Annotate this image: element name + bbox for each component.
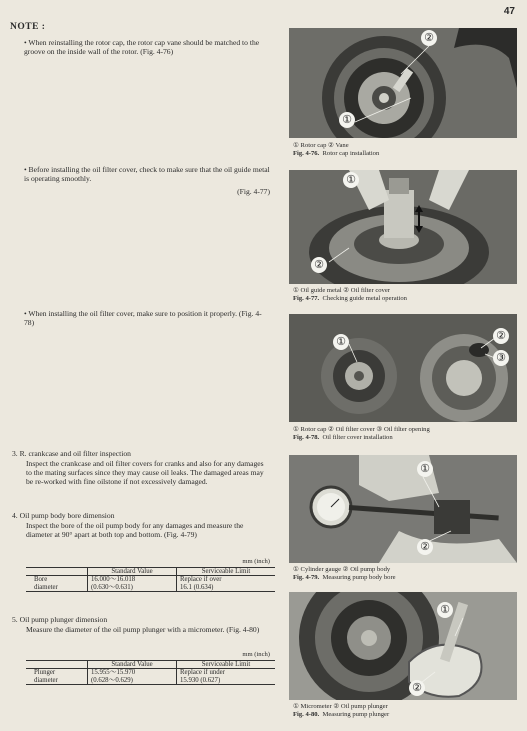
callout-2: ② — [421, 30, 437, 46]
standard-value-line: (0.628～0.629) — [91, 676, 133, 684]
table-header-cell: Standard Value — [88, 568, 177, 576]
figure-number: Fig. 4-79. — [293, 574, 320, 582]
section-3-body: Inspect the crankcase and oil filter covers for cranks and also for any damages to the mating surfaces since they may cause oil leaks. The damaged areas may be re-worked with fine oilstone if not excessively damaged. — [26, 459, 264, 486]
callout-1: ① — [437, 602, 453, 618]
figure-legend: ① Oil guide metal ② Oil filter cover — [293, 287, 390, 294]
figure-4-78-caption — [293, 426, 525, 442]
page-number: 47 — [503, 6, 515, 17]
figure-number: Fig. 4-77. — [293, 295, 320, 303]
note-title: NOTE : — [10, 22, 46, 32]
note-item-1: • When reinstalling the rotor cap, the rotor cap vane should be matched to the groove on the inside wall of the rotor. (Fig. 4-76) — [24, 38, 260, 56]
note-item-2-ref: (Fig. 4-77) — [237, 187, 270, 196]
table-row — [26, 669, 275, 685]
figure-title: Measuring pump plunger — [322, 711, 390, 719]
figure-4-78-photo — [289, 314, 517, 422]
note-item-2: • Before installing the oil filter cover, check to make sure that the oil guide metal is operating smoothly. — [24, 165, 270, 183]
figure-4-77-caption — [293, 287, 521, 303]
callout-1: ① — [333, 334, 349, 350]
figure-title-line — [293, 150, 521, 158]
plunger-spec-table — [26, 660, 275, 685]
figure-title: Oil filter cover installation — [322, 434, 393, 442]
row-label-line: diameter — [34, 676, 58, 684]
figure-4-80-photo — [289, 592, 517, 700]
figure-title-line — [293, 434, 525, 442]
standard-value-line: 16.000～16.018 — [91, 576, 136, 584]
row-label — [26, 576, 88, 592]
serviceable-limit-cell — [177, 669, 276, 685]
section-3-heading: 3. R. crankcase and oil filter inspection — [12, 449, 131, 458]
figure-number: Fig. 4-76. — [293, 150, 320, 158]
table-header-cell: Standard Value — [88, 661, 177, 669]
callout-2: ② — [417, 539, 433, 555]
table-row — [26, 576, 275, 592]
figure-number: Fig. 4-78. — [293, 434, 320, 442]
serviceable-limit-line: 16.1 (0.634) — [180, 583, 214, 591]
section-4-body: Inspect the bore of the oil pump body for any damages and measure the diameter at 90° apart at both top and bottom. (Fig. 4-79) — [26, 521, 244, 539]
figure-title-line — [293, 711, 521, 719]
row-label-line: Bore — [34, 576, 48, 584]
callout-2: ② — [409, 680, 425, 696]
serviceable-limit-line: Replace if over — [180, 576, 222, 584]
row-label-line: diameter — [34, 583, 58, 591]
figure-legend: ① Rotor cap ② Oil filter cover ③ Oil filter opening — [293, 426, 430, 433]
table-header-row — [26, 661, 275, 669]
row-label-line: Plunger — [34, 669, 56, 677]
note-item-3: • When installing the oil filter cover, make sure to position it properly. (Fig. 4-78) — [24, 309, 262, 327]
table-header-row — [26, 568, 275, 576]
section-5-unit: mm (inch) — [242, 651, 270, 658]
figure-number: Fig. 4-80. — [293, 711, 320, 719]
callout-1: ① — [339, 112, 355, 128]
table-header-cell — [26, 568, 88, 576]
standard-value-line: (0.630～0.631) — [91, 583, 133, 591]
figure-4-77-photo — [289, 170, 517, 284]
figure-title: Checking guide metal operation — [322, 295, 407, 303]
standard-value-cell — [88, 576, 177, 592]
section-5-body: Measure the diameter of the oil pump plunger with a micrometer. (Fig. 4-80) — [26, 625, 260, 634]
serviceable-limit-line: Replace if under — [180, 669, 225, 677]
figure-title: Measuring pump body bore — [322, 574, 396, 582]
figure-title: Rotor cap installation — [322, 150, 380, 158]
callout-1: ① — [343, 172, 359, 188]
callout-2: ② — [493, 328, 509, 344]
bore-spec-table — [26, 567, 275, 592]
section-4-unit: mm (inch) — [242, 558, 270, 565]
figure-legend: ① Micrometer ② Oil pump plunger — [293, 703, 388, 710]
callout-1: ① — [417, 461, 433, 477]
figure-4-76-photo — [289, 28, 517, 138]
figure-legend: ① Rotor cap ② Vane — [293, 142, 349, 149]
serviceable-limit-cell — [177, 576, 276, 592]
figure-legend: ① Cylinder gauge ② Oil pump body — [293, 566, 391, 573]
row-label — [26, 669, 88, 685]
figure-title-line — [293, 295, 521, 303]
section-5-heading: 5. Oil pump plunger dimension — [12, 615, 108, 624]
callout-3: ③ — [493, 350, 509, 366]
section-4-heading: 4. Oil pump body bore dimension — [12, 511, 115, 520]
table-header-cell — [26, 661, 88, 669]
callout-2: ② — [311, 257, 327, 273]
serviceable-limit-line: 15.930 (0.627) — [180, 676, 221, 684]
standard-value-cell — [88, 669, 177, 685]
table-header-cell: Serviceable Limit — [177, 568, 276, 576]
figure-4-79-caption — [293, 566, 521, 582]
standard-value-line: 15.955～15.970 — [91, 669, 136, 677]
figure-4-80-caption — [293, 703, 521, 719]
figure-title-line — [293, 574, 521, 582]
table-header-cell: Serviceable Limit — [177, 661, 276, 669]
figure-4-76-caption — [293, 142, 521, 158]
figure-4-79-photo — [289, 455, 517, 563]
